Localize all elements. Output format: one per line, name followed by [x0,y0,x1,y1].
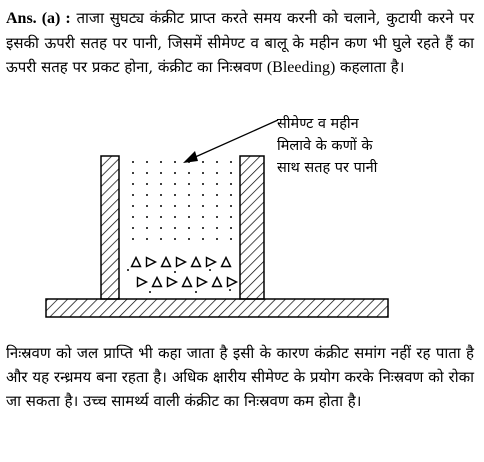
answer-text: ताजा सुघट्य कंक्रीट प्राप्त करते समय करनी को चलाने, कुटायी करने पर इसकी ऊपरी सतह पर पानी, जिसमें सीमेण्ट व बालू के महीन कण भी घुले रहते हैं का ऊपरी सतह पर प्रकट होना, कंक्रीट का निःस्रवण [6,9,474,76]
fine-particle-dot [230,205,232,207]
fine-particle-dot [202,238,204,240]
fine-particle-dot [188,227,190,229]
fine-particle-dot [160,161,162,163]
fine-particle-dot [146,216,148,218]
fine-particle-dot [146,183,148,185]
fine-particle-dot [202,161,204,163]
fine-particle-dot [174,172,176,174]
fine-particle-dot [174,238,176,240]
fine-particle-dot [160,216,162,218]
fine-particle-dot [174,227,176,229]
fine-particle-dot [127,269,129,271]
fine-particle-dot [230,227,232,229]
fine-particle-dot [132,161,134,163]
fine-particle-dot [230,216,232,218]
fine-particle-dot [202,194,204,196]
aggregate-particle [132,258,141,267]
fine-particle-dot [202,205,204,207]
fine-particle-dot [188,205,190,207]
callout-line-3: साथ सतह पर पानी [277,160,378,176]
aggregate-particle [162,258,171,267]
water-fines-layer [132,161,232,240]
callout-line-1: सीमेण्ट व महीन [277,116,359,132]
fine-particle-dot [174,161,176,163]
aggregate-particle [192,258,201,267]
fine-particle-dot [202,227,204,229]
fine-particle-dot [230,194,232,196]
fine-particle-dot [216,227,218,229]
fine-particle-dot [160,183,162,185]
fine-particle-dot [174,183,176,185]
left-formwork-wall [101,156,119,299]
fine-particle-dot [216,238,218,240]
aggregate-particle [183,278,192,287]
fine-particle-dot [209,269,211,271]
fine-particle-dot [174,205,176,207]
fine-particle-dot [230,183,232,185]
fine-particle-dot [188,194,190,196]
fine-particle-dot [188,172,190,174]
aggregate-particle [198,278,207,287]
fine-particle-dot [216,216,218,218]
base-slab [46,299,388,317]
explanation-paragraph: निःस्रवण को जल प्राप्ति भी कहा जाता है इसी के कारण कंक्रीट समांग नहीं रह पाता है और यह रन्ध्रमय बना रहता है। अधिक क्षारीय सीमेण्ट के प्रयोग करके निःस्रवण को रोका जा सकता है। उच्च सामर्थ्य वाली कंक्रीट का निःस्रवण कम होता है। [6,344,474,410]
fine-particle-dot [132,205,134,207]
fine-particle-dot [230,238,232,240]
aggregate-particle [138,278,147,287]
fine-particle-dot [132,227,134,229]
fine-particle-dot [202,183,204,185]
right-formwork-wall [240,156,264,299]
fine-particle-dot [188,216,190,218]
fine-particle-dot [146,172,148,174]
answer-label: Ans. (a) : [6,10,71,27]
aggregate-particle [222,258,231,267]
fine-particle-dot [132,194,134,196]
fine-particle-dot [216,172,218,174]
fine-particle-dot [188,183,190,185]
fine-particle-dot [202,172,204,174]
answer-text-end: कहलाता है। [340,58,405,76]
callout-line-2: मिलावे के कणों के [277,138,373,154]
fine-particle-dot [149,291,151,293]
fine-particle-dot [132,216,134,218]
fine-particle-dot [160,172,162,174]
fine-particle-dot [146,205,148,207]
fine-particle-dot [160,194,162,196]
aggregate-particle [207,258,216,267]
fine-particle-dot [160,205,162,207]
fine-particle-dot [132,172,134,174]
fine-particle-dot [230,172,232,174]
fine-particle-dot [216,183,218,185]
fine-particle-dot [146,161,148,163]
fine-particle-dot [195,291,197,293]
fine-particle-dot [229,289,231,291]
fine-particle-dot [160,227,162,229]
fine-particle-dot [132,183,134,185]
fine-particle-dot [160,238,162,240]
aggregate-particle [177,258,186,267]
fine-particle-dot [216,194,218,196]
fine-particle-dot [230,161,232,163]
fine-particle-dot [132,238,134,240]
fine-particle-dot [146,238,148,240]
fine-particle-dot [146,194,148,196]
aggregate-particle [168,278,177,287]
fine-particle-dot [174,194,176,196]
bleeding-term: (Bleeding) [266,59,336,76]
aggregate-particle [213,278,222,287]
fine-particle-dot [174,271,176,273]
aggregate-particle [147,258,156,267]
fine-particle-dot [216,161,218,163]
aggregate-particle [153,278,162,287]
aggregate-particle [228,278,237,287]
fine-particle-dot [188,238,190,240]
fine-particle-dot [202,216,204,218]
fine-particle-dot [174,216,176,218]
callout-label [277,113,437,179]
fine-particle-dot [216,205,218,207]
settled-aggregate [127,258,237,294]
fine-particle-dot [146,227,148,229]
